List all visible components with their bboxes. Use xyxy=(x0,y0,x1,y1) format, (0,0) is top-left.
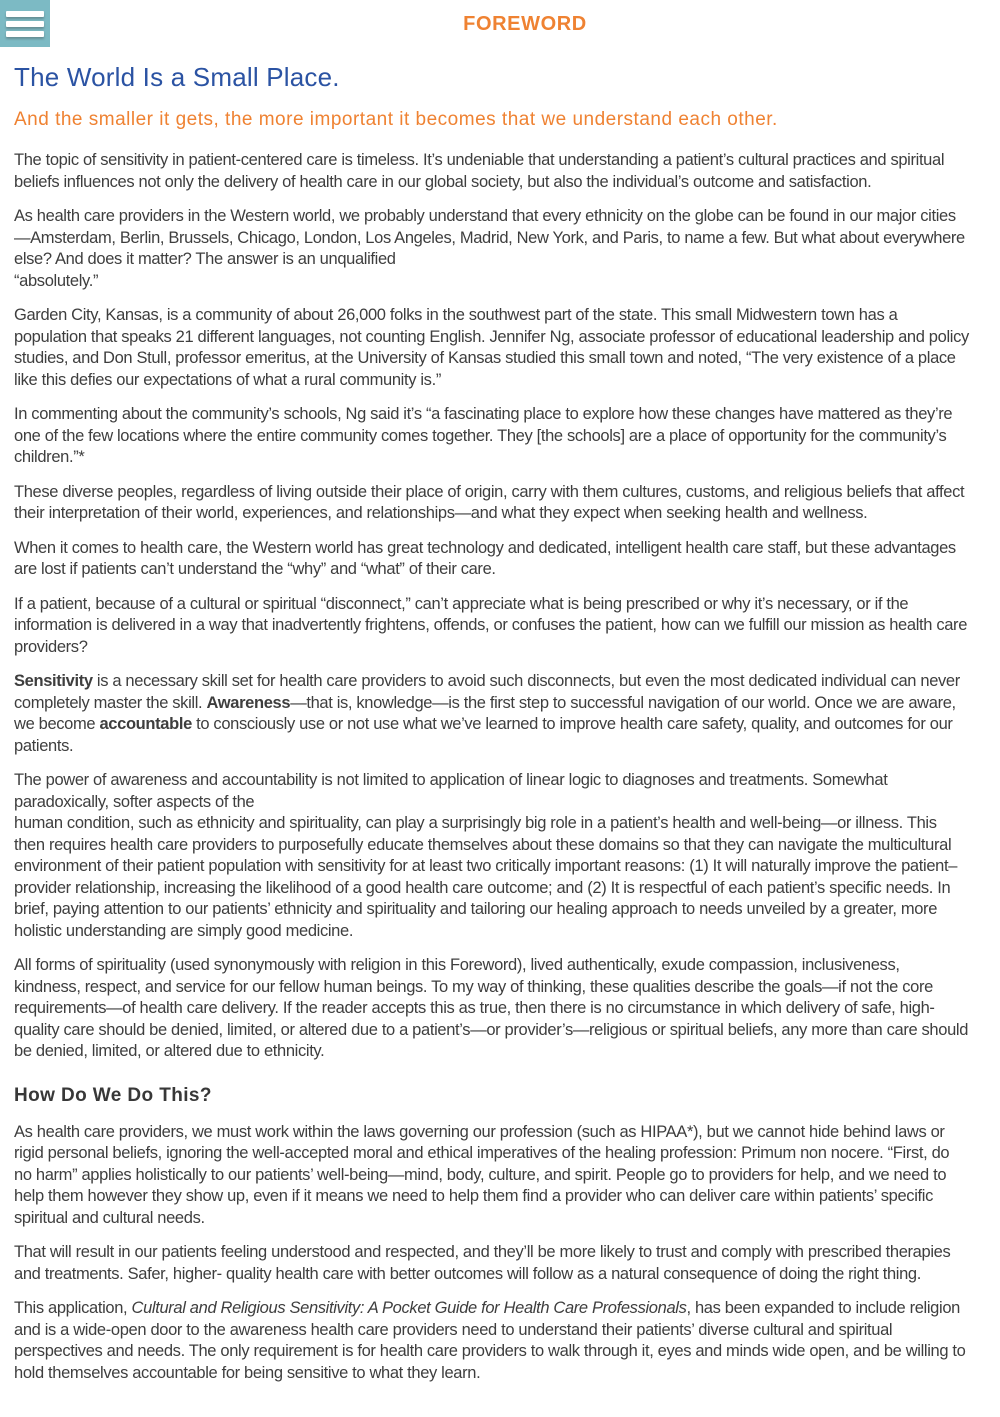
article-subtitle: And the smaller it gets, the more important it becomes that we understand each other. xyxy=(14,109,778,130)
paragraph: If a patient, because of a cultural or spiritual “disconnect,” can’t appreciate what is being prescribed or why it’s necessary, or if the information is delivered in a way that inadvertently frightens, offends, or confuses the patient, how can we fulfill our mission as health care providers? xyxy=(14,594,968,656)
hamburger-icon xyxy=(6,11,44,37)
section-heading: How Do We Do This? xyxy=(14,1084,212,1106)
article-title: The World Is a Small Place. xyxy=(14,62,340,92)
article xyxy=(0,61,1000,1417)
paragraph: This application, Cultural and Religious Sensitivity: A Pocket Guide for Health Care Professionals, has been expanded to include religion and is a wide-open door to the awareness health care providers need to understand their patients’ diverse cultural and spiritual perspectives and needs. The only requirement is for health care providers to walk through it, eyes and minds wide open, and be willing to hold themselves accountable for being sensitive to what they learn. xyxy=(14,1299,966,1382)
paragraph: When it comes to health care, the Western world has great technology and dedicated, intelligent health care staff, but these advantages are lost if patients can’t understand the “why” and “what” of their care. xyxy=(14,538,956,578)
article-body xyxy=(14,150,970,1384)
paragraph: The power of awareness and accountability is not limited to application of linear logic to diagnoses and treatments. Somewhat paradoxically, softer aspects of the human condition, such as ethnicity and spirituality, can play a surprisingly big role in a patient’s health and well-being—or illness. This then requires health care providers to purposefully educate themselves about these domains so that they can navigate the multicultural environment of their patient population with sensitivity for at least two critically important reasons: (1) It will naturally improve the patient–provider relationship, increasing the likelihood of a good health care outcome; and (2) It is respectful of each patient’s specific needs. In brief, paying attention to our patients’ ethnicity and spirituality and tailoring our healing approach to needs unveiled by a greater, more holistic understanding are simply good medicine. xyxy=(14,771,958,940)
paragraph: In commenting about the community’s schools, Ng said it’s “a fascinating place to explore how these changes have mattered as they’re one of the few locations where the entire community comes together. They [the schools] are a place of opportunity for the community’s children.”* xyxy=(14,405,953,466)
menu-button[interactable] xyxy=(0,0,50,47)
paragraph: As health care providers in the Western world, we probably understand that every ethnicity on the globe can be found in our major cities—Amsterdam, Berlin, Brussels, Chicago, London, Los Angeles, Madrid, New York, and Paris, to name a few. But what about everywhere else? And does it matter? The answer is an unqualified “absolutely.” xyxy=(14,207,965,290)
paragraph: Sensitivity is a necessary skill set for health care providers to avoid such disconnects, but even the most dedicated individual can never completely master the skill. Awareness—that is, knowledge—is the first step to successful navigation of our world. Once we are aware, we become accountable to consciously use or not use what we’ve learned to improve health care safety, quality, and outcomes for our patients. xyxy=(14,672,960,755)
paragraph: Garden City, Kansas, is a community of about 26,000 folks in the southwest part of the state. This small Midwestern town has a population that speaks 21 different languages, not counting English. Jennifer Ng, associate professor of educational leadership and policy studies, and Don Stull, professor emeritus, at the University of Kansas studied this small town and noted, “The very existence of a place like this defies our expectations of what a rural community is.” xyxy=(14,306,969,389)
paragraph: The topic of sensitivity in patient-centered care is timeless. It’s undeniable that understanding a patient’s cultural practices and spiritual beliefs influences not only the delivery of health care in our global society, but also the individual’s outcome and satisfaction. xyxy=(14,151,945,191)
paragraph: All forms of spirituality (used synonymously with religion in this Foreword), lived authentically, exude compassion, inclusiveness, kindness, respect, and service for our fellow human beings. To my way of thinking, these qualities describe the goals—if not the core requirements—of health care delivery. If the reader accepts this as true, then there is no circumstance in which delivery of safe, high-quality care should be denied, limited, or altered due to a patient’s—or provider’s—religious or spiritual beliefs, any more than care should be denied, limited, or altered due to ethnicity. xyxy=(14,956,969,1060)
header xyxy=(0,0,1000,47)
paragraph: As health care providers, we must work within the laws governing our profession (such as HIPAA*), but we cannot hide behind laws or rigid personal beliefs, ignoring the well-accepted moral and ethical imperatives of the healing profession: Primum non nocere. “First, do no harm” applies holistically to our patients’ well-being—mind, body, culture, and spirit. People go to providers for help, and we need to help them however they show up, even if it means we need to help them find a provider who can deliver care within patients’ specific spiritual and cultural needs. xyxy=(14,1122,950,1227)
paragraph: These diverse peoples, regardless of living outside their place of origin, carry with them cultures, customs, and religious beliefs that affect their interpretation of their world, experiences, and relationships—and what they expect when seeking health and wellness. xyxy=(14,482,965,522)
page-title: FOREWORD xyxy=(463,13,587,35)
paragraph: That will result in our patients feeling understood and respected, and they’ll be more likely to trust and comply with prescribed therapies and treatments. Safer, higher- quality health care with better outcomes will follow as a natural consequence of doing the right thing. xyxy=(14,1243,951,1283)
